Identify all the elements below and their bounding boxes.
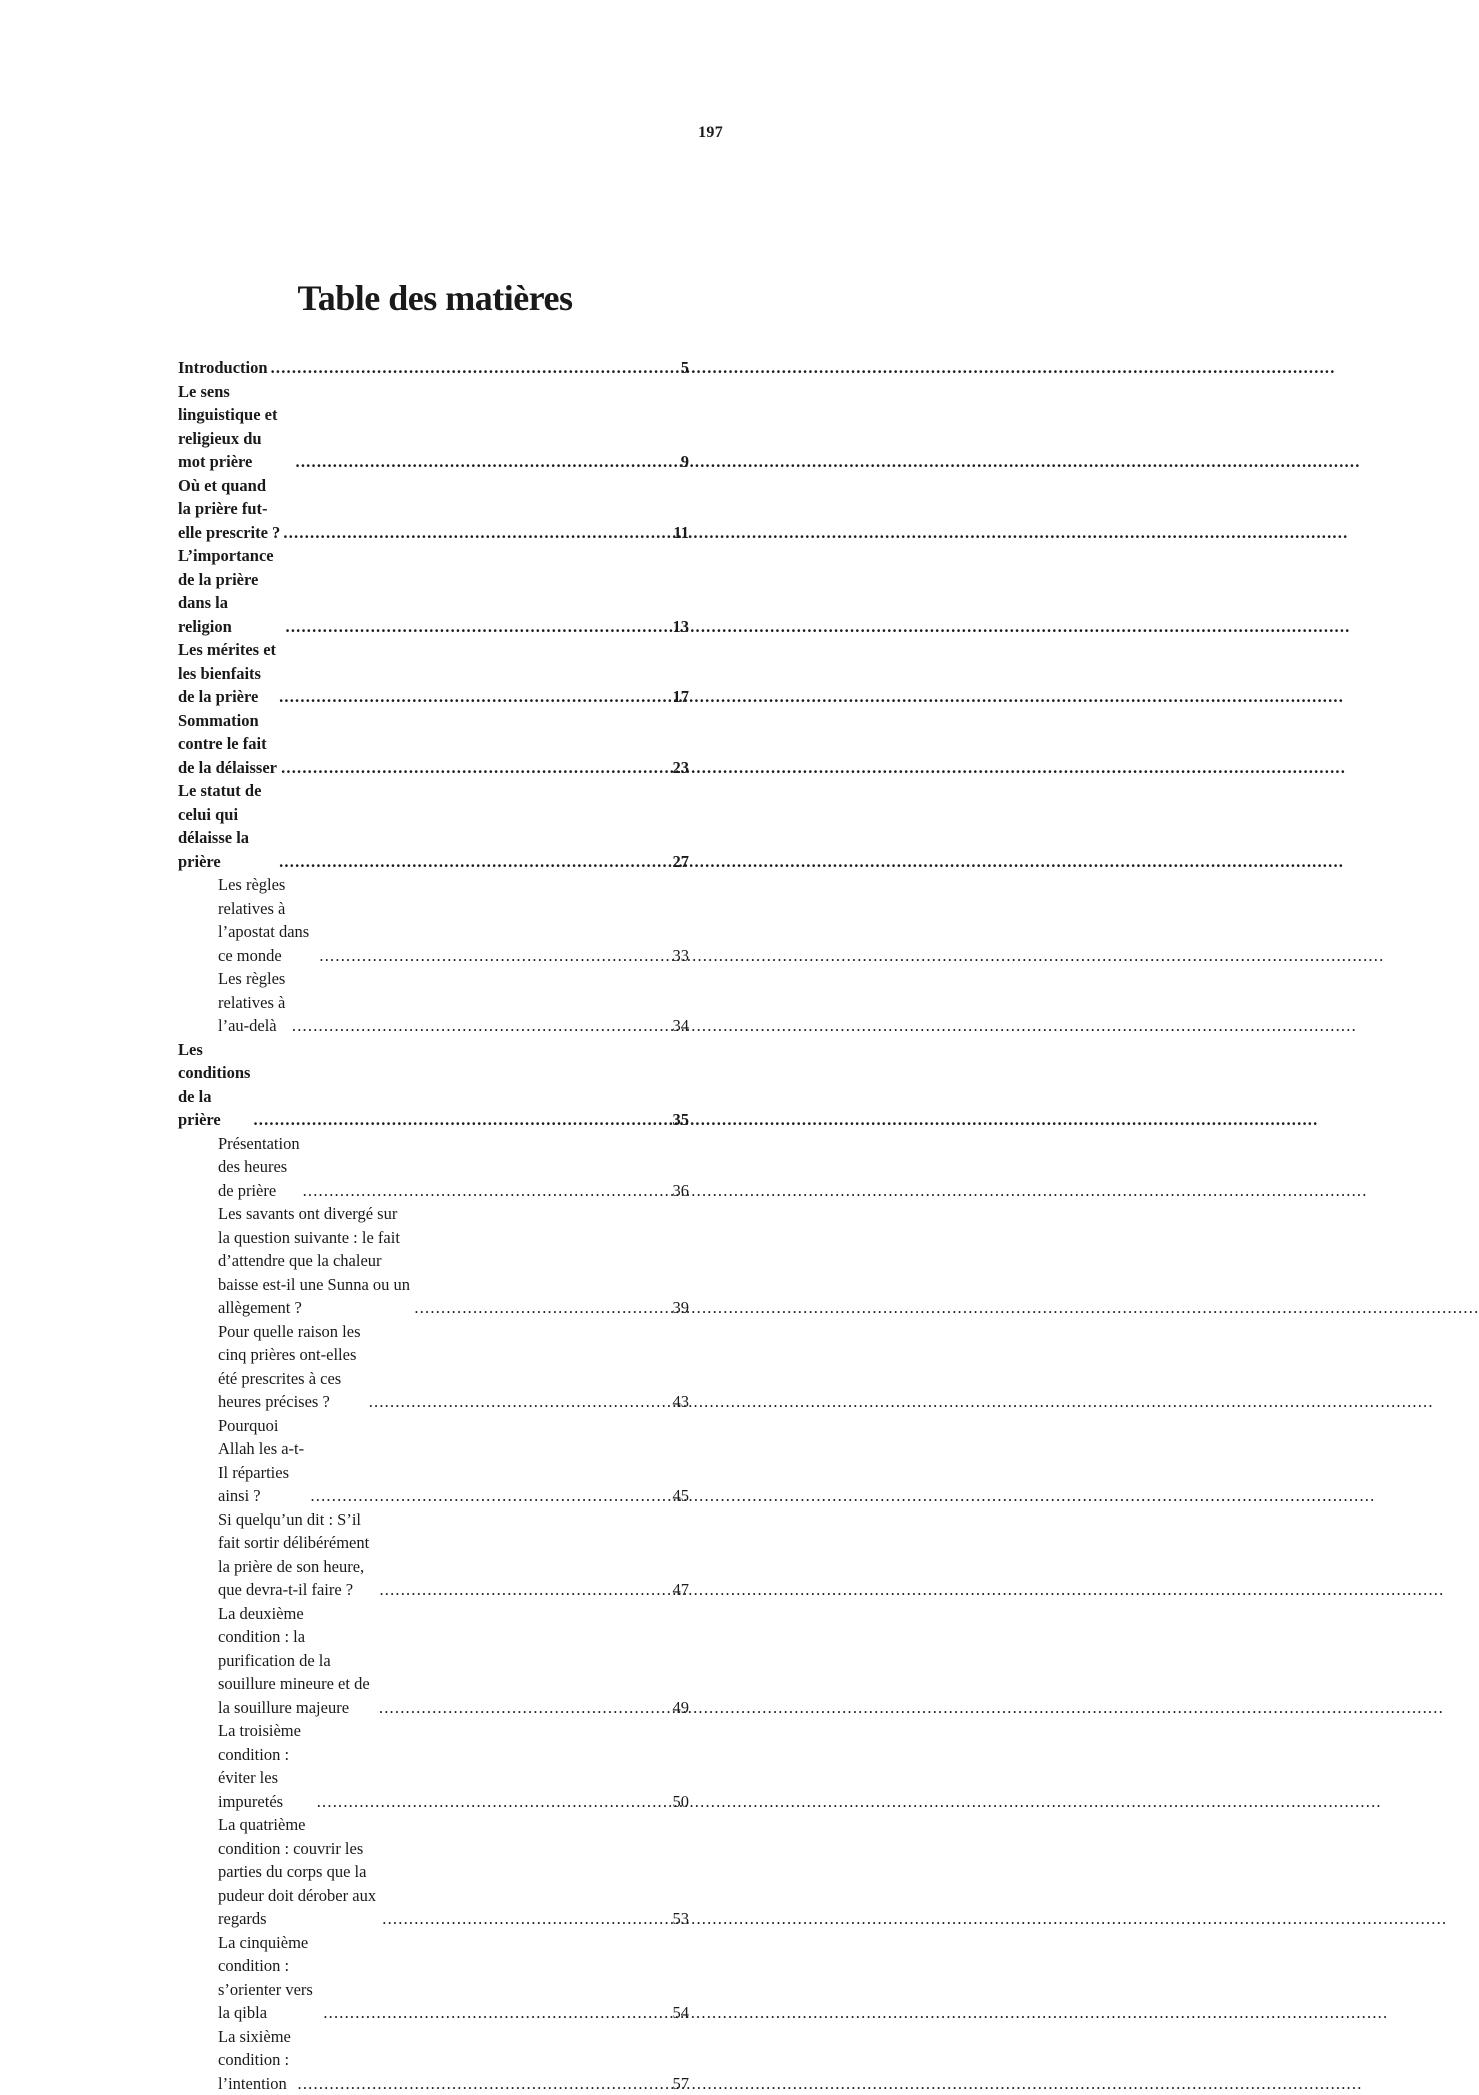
toc-entry (178, 356, 689, 380)
toc-entry-page: 11 (673, 521, 689, 545)
dot-leader (369, 1390, 667, 1414)
toc-entry-page: 49 (673, 1696, 690, 1720)
toc-entry-page: 33 (673, 944, 690, 968)
toc-entry-label: La troisième condition : éviter les impuretés (218, 1719, 314, 1813)
toc-entry (178, 1414, 689, 1508)
toc-entry (178, 709, 689, 780)
dot-leader (323, 2001, 666, 2025)
toc-entry-page: 47 (673, 1578, 690, 1602)
dot-leader (379, 1696, 667, 1720)
toc-entry (178, 1320, 689, 1414)
toc-entry (178, 1038, 689, 1132)
toc-entry-page: 34 (673, 1014, 690, 1038)
toc-entry (178, 1931, 689, 2025)
toc-entry-label: Les règles relatives à l’au-delà (218, 967, 289, 1038)
toc-entry (178, 1719, 689, 1813)
dot-leader (286, 615, 667, 639)
dot-leader (292, 1014, 667, 1038)
toc-entry-page: 23 (673, 756, 690, 780)
toc-entry-page: 57 (673, 2072, 690, 2095)
toc-entry-page: 39 (673, 1296, 690, 1320)
toc-entry-page: 5 (681, 356, 689, 380)
toc-entry-page: 54 (673, 2001, 690, 2025)
toc-entry-label: Pourquoi Allah les a-t-Il réparties ainsi ? (218, 1414, 307, 1508)
dot-leader (382, 1907, 666, 1931)
dot-leader (283, 521, 667, 545)
toc-entry-page: 43 (673, 1390, 690, 1414)
toc-entry-label: La deuxième condition : la purification de la souillure mineure et de la souillure majeure (218, 1602, 376, 1720)
toc-entry (178, 638, 689, 709)
toc-entry (178, 1202, 689, 1320)
toc-entry-label: La quatrième condition : couvrir les parties du corps que la pudeur doit dérober aux regards (218, 1813, 379, 1931)
toc-entry-page: 13 (673, 615, 690, 639)
dot-leader (253, 1108, 666, 1132)
dot-leader (271, 356, 675, 380)
toc-entry-label: Le sens linguistique et religieux du mot prière (178, 380, 293, 474)
toc-entry-label: Où et quand la prière fut-elle prescrite ? (178, 474, 280, 545)
toc-entry-page: 45 (673, 1484, 690, 1508)
toc-entry-label: Les mérites et les bienfaits de la prière (178, 638, 276, 709)
toc-entry (178, 1602, 689, 1720)
toc-entry-label: Sommation contre le fait de la délaisser (178, 709, 278, 780)
table-of-contents (178, 356, 689, 2095)
toc-entry (178, 1508, 689, 1602)
toc-entry (178, 380, 689, 474)
dot-leader (303, 1179, 667, 1203)
toc-entry-page: 35 (673, 1108, 690, 1132)
toc-entry-page: 50 (673, 1790, 690, 1814)
toc-entry-label: Le statut de celui qui délaisse la prière (178, 779, 276, 873)
dot-leader (279, 685, 666, 709)
toc-entry-label: Les règles relatives à l’apostat dans ce monde (218, 873, 316, 967)
toc-entry-label: Pour quelle raison les cinq prières ont-elles été prescrites à ces heures précises ? (218, 1320, 366, 1414)
toc-entry (178, 474, 689, 545)
dot-leader (379, 1578, 666, 1602)
dot-leader (281, 756, 666, 780)
toc-entry-page: 36 (673, 1179, 690, 1203)
dot-leader (279, 850, 666, 874)
toc-entry-page: 9 (681, 450, 689, 474)
dot-leader (414, 1296, 666, 1320)
toc-entry-page: 53 (673, 1907, 690, 1931)
dot-leader (319, 944, 666, 968)
toc-entry (178, 1132, 689, 1203)
toc-entry-label: Les savants ont divergé sur la question suivante : le fait d’attendre que la chaleur baisse est-il une Sunna ou un allègement ? (218, 1202, 411, 1320)
toc-entry-label: La sixième condition : l’intention (218, 2025, 295, 2095)
toc-entry-label: Si quelqu’un dit : S’il fait sortir délibérément la prière de son heure, que devra-t-il faire ? (218, 1508, 376, 1602)
toc-entry (178, 779, 689, 873)
page-title: Table des matières (0, 279, 870, 317)
toc-entry (178, 873, 689, 967)
document-page (0, 0, 870, 1131)
dot-leader (298, 2072, 667, 2095)
dot-leader (296, 450, 675, 474)
dot-leader (317, 1790, 667, 1814)
toc-entry (178, 1813, 689, 1931)
toc-entry (178, 2025, 689, 2095)
toc-entry (178, 544, 689, 638)
toc-entry-label: La cinquième condition : s’orienter vers la qibla (218, 1931, 320, 2025)
toc-entry-page: 27 (673, 850, 690, 874)
toc-entry (178, 967, 689, 1038)
toc-entry-page: 17 (673, 685, 690, 709)
toc-entry-label: Introduction (178, 356, 268, 380)
folio-page-number: 197 (698, 124, 723, 142)
dot-leader (310, 1484, 666, 1508)
toc-entry-label: Présentation des heures de prière (218, 1132, 300, 1203)
toc-entry-label: Les conditions de la prière (178, 1038, 250, 1132)
toc-entry-label: L’importance de la prière dans la religion (178, 544, 283, 638)
